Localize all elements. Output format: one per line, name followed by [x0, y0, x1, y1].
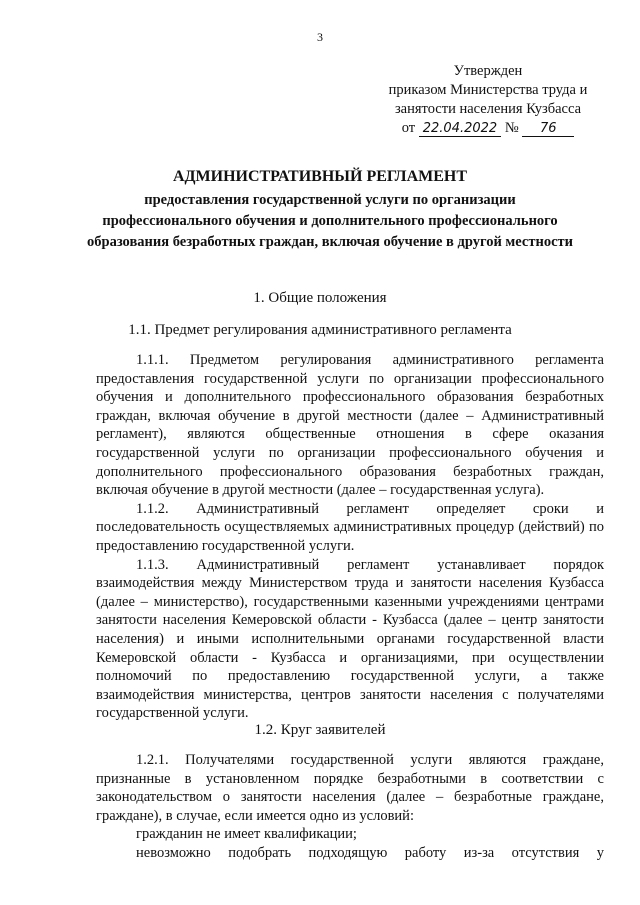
section-1-1-body: [96, 351, 604, 723]
approval-line-3: занятости населения Кузбасса: [394, 101, 582, 117]
approval-line-2: приказом Министерства труда и: [388, 82, 588, 98]
approval-number-label: №: [504, 120, 519, 136]
paragraph-1-1-1: 1.1.1. Предметом регулирования административного регламента предоставления государственной услуги по организации профессионального обучения и дополнительного профессионального образования безработных граждан, включая обучение в другой местности (далее – Административный регламент), являются общественные отношения в сфере оказания государственной услуги по организации профессионального обучения и дополнительного профессионального образования безработных граждан, включая обучение в другой местности (далее – государственная услуга).: [96, 352, 604, 499]
page-number: 3: [317, 30, 323, 44]
subsection-heading-subject: 1.1. Предмет регулирования административного регламента: [128, 322, 512, 338]
approval-line-1: Утвержден: [453, 63, 523, 79]
approval-date-line: [360, 119, 616, 138]
document-subtitle: [60, 190, 600, 253]
section-1-2-body: [96, 751, 604, 863]
subtitle-line-1: предоставления государственной услуги по организации: [144, 192, 516, 208]
paragraph-1-1-2: 1.1.2. Административный регламент определяет сроки и последовательность осуществляемых административных процедур (действий) по предоставлению государственной услуги.: [96, 500, 604, 554]
condition-item-1: гражданин не имеет квалификации;: [136, 826, 357, 843]
approval-date: 22.04.2022: [419, 121, 501, 137]
paragraph-1-1-3: 1.1.3. Административный регламент устанавливает порядок взаимодействия между Министерством труда и занятости населения Кузбасса (далее – министерство), государственными казенными учреждениями центрами занятости населения Кемеровской области - Кузбасса (далее – центр занятости населения) и иными исполнительными органами государственной власти Кемеровской области - Кузбасса и организациями, при осуществлении полномочий по предоставлению государственной услуги, а также взаимодействия министерства, центров занятости населения с получателями государственной услуги.: [96, 556, 604, 722]
section-heading-general: 1. Общие положения: [253, 290, 387, 306]
document-title: АДМИНИСТРАТИВНЫЙ РЕГЛАМЕНТ: [172, 168, 468, 185]
approval-number: 76: [522, 121, 574, 137]
subsection-heading-applicants: 1.2. Круг заявителей: [254, 722, 386, 738]
approval-stamp: [360, 62, 616, 138]
subtitle-line-2: профессионального обучения и дополнительного профессионального: [102, 213, 558, 229]
approval-from-label: от: [401, 120, 416, 136]
subtitle-line-3: образования безработных граждан, включая обучение в другой местности: [87, 234, 573, 250]
condition-item-2: невозможно подобрать подходящую работу из-за отсутствия у: [136, 844, 604, 861]
paragraph-1-2-1: 1.2.1. Получателями государственной услуги являются граждане, признанные в установленном порядке безработными в соответствии с законодательством о занятости населения (далее – безработные граждане, граждане), в случае, если имеется одно из условий:: [96, 752, 604, 824]
